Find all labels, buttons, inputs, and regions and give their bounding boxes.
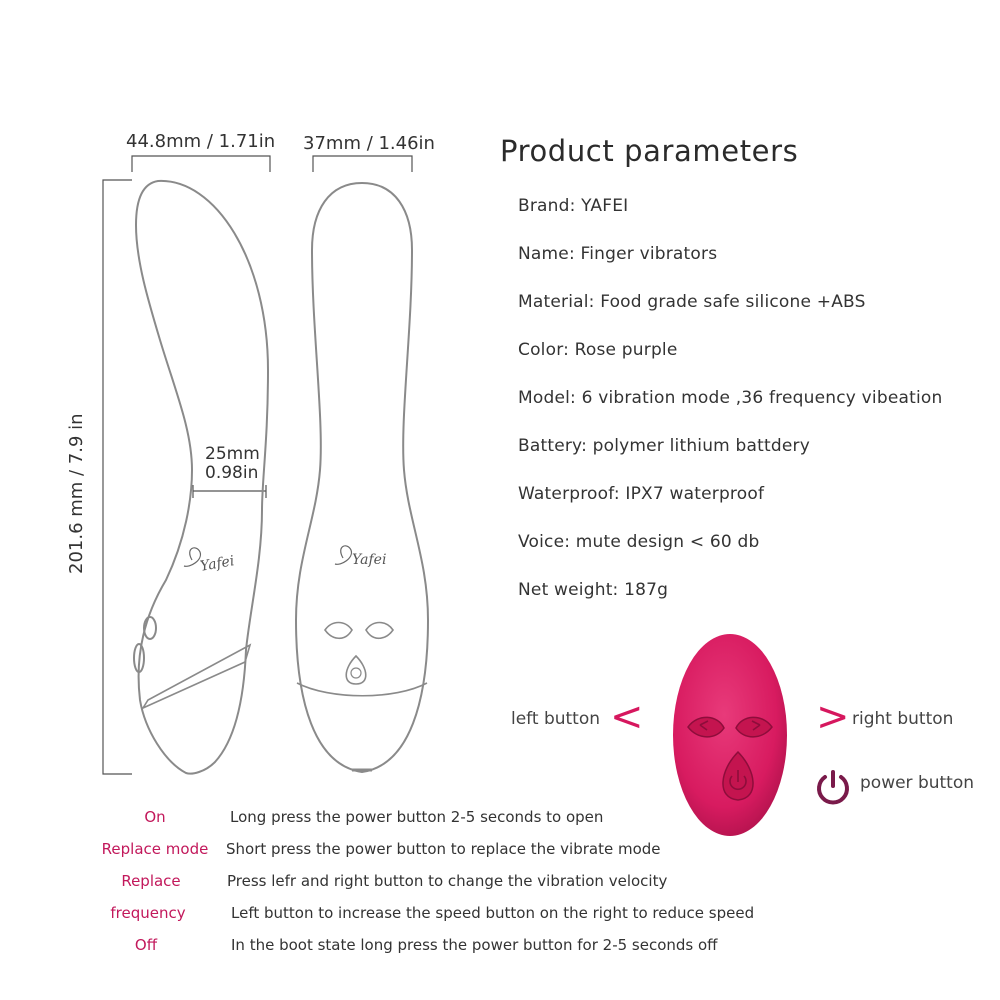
instruction-key-frequency: frequency [110,904,186,922]
left-arrow-icon: < [610,694,644,740]
neck-mm-label: 25mm [205,444,260,464]
neck-bracket [193,485,266,498]
side-view-band [143,645,250,708]
left-button-label: left button [511,709,601,729]
front-left-button [325,623,352,639]
instruction-key-on: On [144,808,166,826]
param-battery: Battery: polymer lithium battdery [518,436,810,456]
width-right-label: 37mm / 1.46in [303,133,435,154]
remote-control [660,630,800,845]
remote-body [673,634,787,836]
logo-flourish-front [335,546,351,564]
front-right-button [366,623,393,639]
width-right-bracket [313,156,412,172]
instruction-text-replace: Press lefr and right button to change the vibration velocity [227,872,668,890]
width-left-bracket [132,156,270,172]
param-net-weight: Net weight: 187g [518,580,669,600]
param-model: Model: 6 vibration mode ,36 frequency vibeation [518,388,943,408]
logo-side: Yafei [198,553,236,575]
logo-flourish-side [184,548,200,566]
instruction-text-replace-mode: Short press the power button to replace the vibrate mode [226,840,661,858]
instruction-key-off: Off [134,936,158,954]
front-power-button [346,656,366,684]
instruction-text-frequency: Left button to increase the speed button on the right to reduce speed [231,904,755,922]
param-waterproof: Waterproof: IPX7 waterproof [518,484,765,504]
logo-front: Yafei [352,552,387,568]
instruction-key-replace-mode: Replace mode [101,840,209,858]
param-color: Color: Rose purple [518,340,678,360]
instruction-text-on: Long press the power button 2-5 seconds to open [230,808,604,826]
power-button-label: power button [860,773,975,793]
neck-in-label: 0.98in [205,463,259,483]
front-view-outline [296,183,428,772]
height-label: 201.6 mm / 7.9 in [66,413,87,574]
page-title: Product parameters [500,134,799,168]
height-bracket [103,180,132,774]
power-icon [814,768,852,806]
instruction-key-replace: Replace [121,872,181,890]
param-name: Name: Finger vibrators [518,244,718,264]
right-button-label: right button [852,709,954,729]
product-drawings [0,0,480,790]
side-view-outline [134,181,268,774]
parameter-list [518,192,942,624]
right-arrow-icon: > [816,694,850,740]
param-brand: Brand: YAFEI [518,196,629,216]
dimension-lines [103,156,412,774]
width-left-label: 44.8mm / 1.71in [126,131,276,152]
instruction-text-off: In the boot state long press the power button for 2-5 seconds off [231,936,718,954]
front-view-band [297,683,427,696]
param-material: Material: Food grade safe silicone +ABS [518,292,866,312]
param-voice: Voice: mute design < 60 db [518,532,760,552]
